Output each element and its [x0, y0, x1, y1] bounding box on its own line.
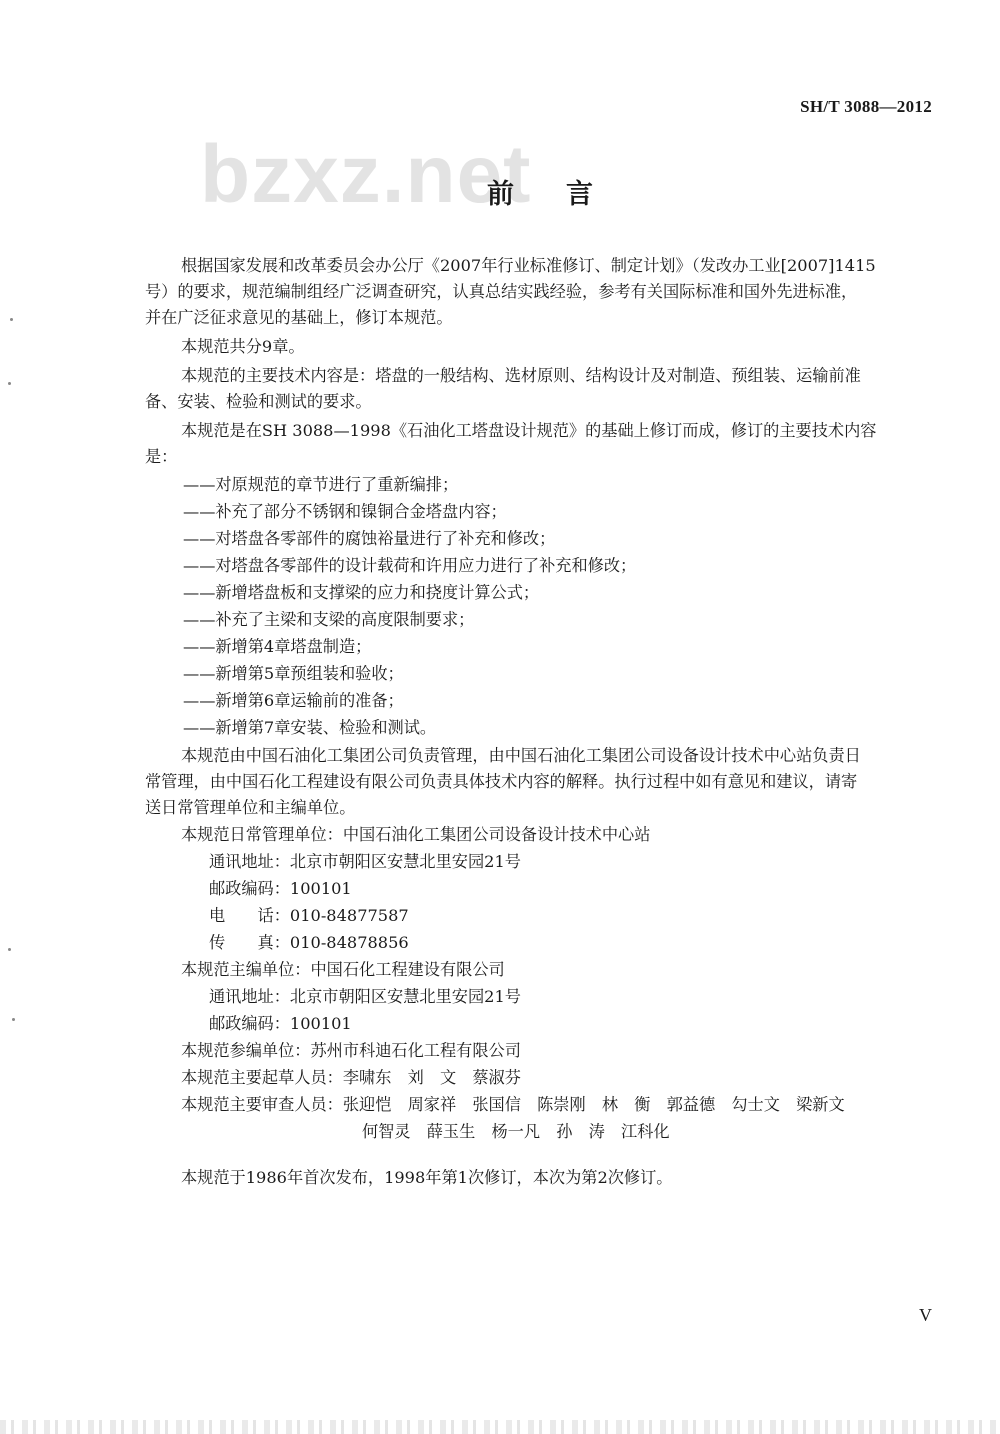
scan-speck	[8, 948, 11, 951]
change-item: ——补充了部分不锈钢和镍铜合金塔盘内容；	[183, 502, 507, 521]
change-item: ——新增塔盘板和支撑梁的应力和挠度计算公式；	[183, 583, 540, 602]
management-postcode: 邮政编码：100101	[209, 879, 352, 898]
management-telephone: 电 话：010-84877587	[209, 906, 409, 925]
page-title-text: 前言	[487, 179, 645, 210]
change-item: ——对塔盘各零部件的腐蚀裕量进行了补充和修改；	[183, 529, 556, 548]
paragraph-4-line-1: 本规范是在SH 3088—1998《石油化工塔盘设计规范》的基础上修订而成，修订的主要技术内容	[181, 421, 877, 440]
chief-editor-postcode: 邮政编码：100101	[209, 1014, 352, 1033]
management-fax: 传 真：010-84878856	[209, 933, 409, 952]
paragraph-1-line-2: 号）的要求，规范编制组经广泛调查研究，认真总结实践经验，参考有关国际标准和国外先进标准，	[145, 282, 858, 301]
paragraph-5-line-2: 常管理，由中国石化工程建设有限公司负责具体技术内容的解释。执行过程中如有意见和建议，请寄	[145, 772, 858, 791]
paragraph-5-line-1: 本规范由中国石油化工集团公司负责管理，由中国石油化工集团公司设备设计技术中心站负责日	[181, 746, 861, 765]
watermark: bzxz.net	[200, 129, 532, 220]
main-reviewers-line-2: 何智灵 薛玉生 杨一凡 孙 涛 江科化	[362, 1122, 670, 1141]
change-item: ——新增第7章安装、检验和测试。	[183, 718, 437, 737]
main-drafters: 本规范主要起草人员：李啸东 刘 文 蔡淑芬	[181, 1068, 521, 1087]
change-item: ——新增第5章预组装和验收；	[183, 664, 404, 683]
scan-edge-noise	[0, 1420, 1000, 1434]
scan-speck	[10, 318, 13, 321]
change-item: ——对塔盘各零部件的设计载荷和许用应力进行了补充和修改；	[183, 556, 637, 575]
publication-history: 本规范于1986年首次发布，1998年第1次修订，本次为第2次修订。	[181, 1168, 673, 1187]
page-number: V	[919, 1305, 932, 1325]
management-unit: 本规范日常管理单位：中国石油化工集团公司设备设计技术中心站	[181, 825, 651, 844]
management-address: 通讯地址：北京市朝阳区安慧北里安园21号	[209, 852, 521, 871]
change-item: ——对原规范的章节进行了重新编排；	[183, 475, 459, 494]
paragraph-5-line-3: 送日常管理单位和主编单位。	[145, 798, 356, 817]
paragraph-1-line-1: 根据国家发展和改革委员会办公厅《2007年行业标准修订、制定计划》（发改办工业[2007]1415	[181, 256, 876, 275]
paragraph-4-line-2: 是：	[145, 447, 178, 466]
main-reviewers-line-1: 本规范主要审查人员：张迎恺 周家祥 张国信 陈崇刚 林 衡 郭益德 勾士文 梁新文	[181, 1095, 845, 1114]
chief-editor-address: 通讯地址：北京市朝阳区安慧北里安园21号	[209, 987, 521, 1006]
paragraph-3-line-1: 本规范的主要技术内容是：塔盘的一般结构、选材原则、结构设计及对制造、预组装、运输前准	[181, 366, 861, 385]
scan-speck	[8, 382, 11, 385]
change-item: ——新增第6章运输前的准备；	[183, 691, 404, 710]
co-editor-unit: 本规范参编单位：苏州市科迪石化工程有限公司	[181, 1041, 521, 1060]
paragraph-1-line-3: 并在广泛征求意见的基础上，修订本规范。	[145, 308, 453, 327]
paragraph-3-line-2: 备、安装、检验和测试的要求。	[145, 392, 372, 411]
scan-speck	[12, 1018, 15, 1021]
change-item: ——补充了主梁和支梁的高度限制要求；	[183, 610, 475, 629]
chief-editor-unit: 本规范主编单位：中国石化工程建设有限公司	[181, 960, 505, 979]
change-item: ——新增第4章塔盘制造；	[183, 637, 372, 656]
document-code: SH/T 3088—2012	[800, 97, 932, 116]
paragraph-2: 本规范共分9章。	[181, 337, 305, 356]
